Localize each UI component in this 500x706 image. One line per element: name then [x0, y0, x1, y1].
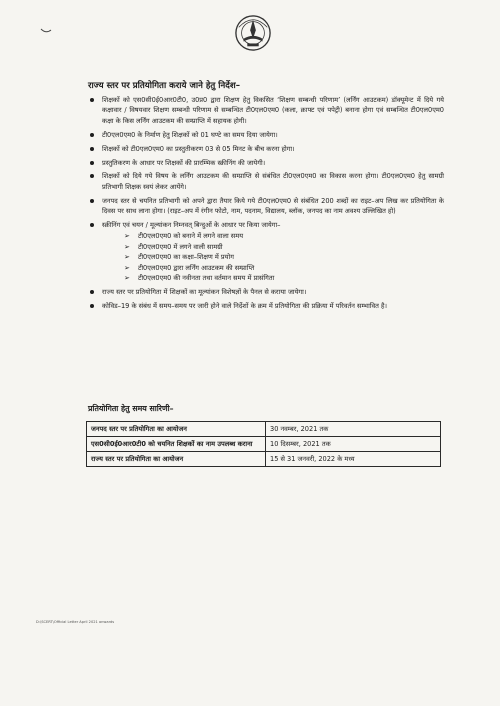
scan-mark	[40, 28, 52, 34]
scert-emblem-icon	[234, 14, 272, 52]
schedule-table	[86, 421, 441, 467]
schedule-title: प्रतियोगिता हेतु समय सारिणी–	[88, 404, 174, 413]
list-item: स्क्रीनिंग एवं चयन / मूल्यांकन निम्नवत् बिन्दुओं के आधार पर किया जायेगा– ➢ टी0एल0एम0 को बनाने में लगने वाला समय ➢ टी0एल0एम0 में लगने वाली सामग्री ➢ टी0एल0एम0 का कक्षा–शिक्षण में प्रयोग ➢ टी0एल0एम0 द्वारा लर्निंग आउटकम की सम्प्राप्ति ➢ टी0एल0एम0 की नवीनता तथा वर्तमान समय में प्रासंगिता	[88, 220, 444, 283]
schedule-date: 30 नवम्बर, 2021 तक	[266, 422, 441, 437]
list-item: कोविड–19 के संबंध में समय–समय पर जारी होने वाले निर्देशों के क्रम में प्रतियोगिता की प्रक्रिया में परिवर्तन सम्भावित है।	[88, 301, 444, 311]
list-item: टी0एल0एम0 के निर्माण हेतु शिक्षकों को 01 घण्टे का समय दिया जायेगा।	[88, 130, 444, 140]
criteria-item: ➢ टी0एल0एम0 को बनाने में लगने वाला समय	[124, 232, 244, 241]
schedule-event: राज्य स्तर पर प्रतियोगिता का आयोजन	[87, 452, 266, 467]
table-row	[87, 452, 441, 467]
bullet-icon	[90, 133, 94, 137]
bullet-icon	[90, 98, 94, 102]
schedule-event: एस0सी0ई0आर0टी0 को चयनित शिक्षकों का नाम उपलब्ध कराना	[87, 437, 266, 452]
table-row	[87, 437, 441, 452]
bullet-icon	[90, 161, 94, 165]
arrow-bullet-icon: ➢	[124, 263, 130, 272]
schedule-date: 15 से 31 जनवरी, 2022 के मध्य	[266, 452, 441, 467]
schedule-date: 10 दिसम्बर, 2021 तक	[266, 437, 441, 452]
schedule-event: जनपद स्तर पर प्रतियोगिता का आयोजन	[87, 422, 266, 437]
bullet-icon	[90, 147, 94, 151]
list-item: राज्य स्तर पर प्रतियोगिता में शिक्षकों का मूल्यांकन विशेषज्ञों के पैनल से कराया जायेगा।	[88, 287, 444, 297]
criteria-item: ➢ टी0एल0एम0 का कक्षा–शिक्षण में प्रयोग	[124, 253, 234, 262]
bullet-icon	[90, 290, 94, 294]
list-item: प्रस्तुतिकरण के आधार पर शिक्षकों की प्रारम्भिक स्क्रीनिंग की जायेगी।	[88, 158, 444, 168]
bullet-icon	[90, 199, 94, 203]
bullet-icon	[90, 223, 94, 227]
instruction-list	[88, 95, 444, 315]
arrow-bullet-icon: ➢	[124, 232, 130, 241]
criteria-item: ➢ टी0एल0एम0 द्वारा लर्निंग आउटकम की सम्प्राप्ति	[124, 263, 255, 272]
list-item: शिक्षकों को दिये गये विषय के लर्निंग आउटकम की सम्प्राप्ति से संबंधित टी0एल0एम0 का विकास करना होगा। टी0एल0एम0 हेतु सामग्री प्रतिभागी शिक्षक स्वयं लेकर आयेंगे।	[88, 171, 444, 192]
criteria-list	[124, 231, 444, 283]
file-path-footer: D:\SCERT\Official Letter April 2021 onwards	[36, 620, 115, 624]
arrow-bullet-icon: ➢	[124, 242, 130, 251]
criteria-item: ➢ टी0एल0एम0 में लगने वाली सामग्री	[124, 242, 223, 251]
table-row	[87, 422, 441, 437]
criteria-item: ➢ टी0एल0एम0 की नवीनता तथा वर्तमान समय में प्रासंगिता	[124, 274, 275, 283]
list-item: शिक्षकों को टी0एल0एम0 का प्रस्तुतीकरण 03 से 05 मिनट के बीच करना होगा।	[88, 144, 444, 154]
bullet-icon	[90, 304, 94, 308]
list-item: शिक्षकों को एस0सी0ई0आर0टी0, उ0प्र0 द्वारा शिक्षण हेतु विकसित ‘शिक्षण सम्बन्धी परिणाम’ (लर्निंग आउटकम) डॉक्यूमेन्ट में दिये गये कक्षावार / विषयवार शिक्षण सम्बन्धी परिणाम से सम्बन्धित टी0एल0एम0 (कला, क्राफ्ट एवं पपेट्री) बनाना होगा एवं सम्बन्धित टी0एल0एम0 कक्षा के किस लर्निंग आउटकम की सम्प्राप्ति में सहायक होगी।	[88, 95, 444, 126]
arrow-bullet-icon: ➢	[124, 274, 130, 283]
bullet-icon	[90, 174, 94, 178]
page-heading: राज्य स्तर पर प्रतियोगिता कराये जाने हेतु निर्देश–	[88, 81, 241, 91]
list-item: जनपद स्तर से चयनित प्रतिभागी को अपने द्वारा तैयार किये गये टी0एल0एम0 से संबंधित 200 शब्दों का राइट–अप लिख कर प्रतियोगिता के दिवस पर साथ लाना होगा। (राइट–अप में रंगीन फोटो, नाम, पदनाम, विद्यालय, ब्लॉक, जनपद का नाम अवश्य उल्लिखित हो)	[88, 196, 444, 217]
arrow-bullet-icon: ➢	[124, 253, 130, 262]
